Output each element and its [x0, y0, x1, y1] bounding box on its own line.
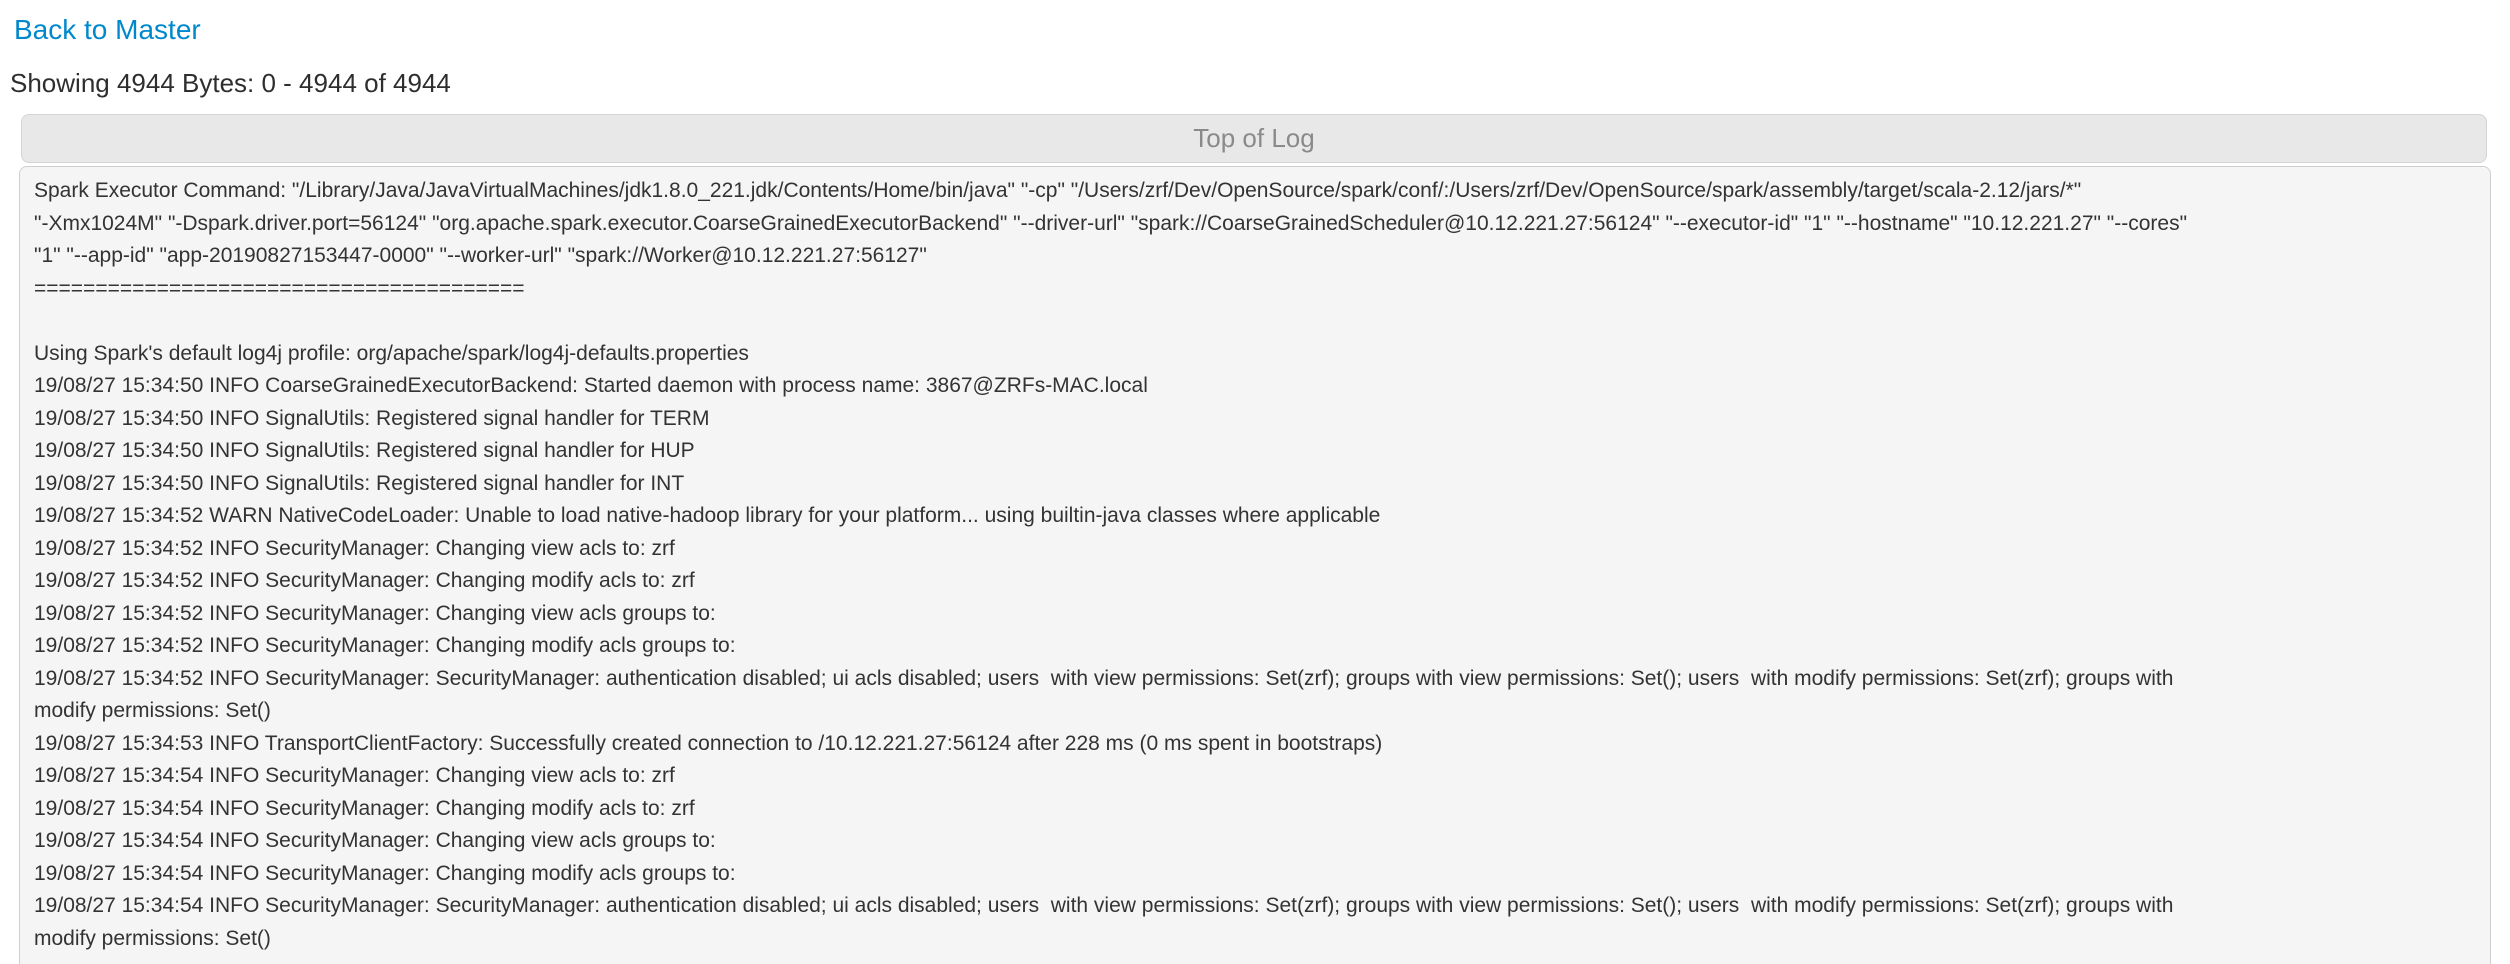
- log-line: 19/08/27 15:34:52 INFO SecurityManager: Changing modify acls to: zrf: [34, 569, 695, 592]
- log-line: 19/08/27 15:34:50 INFO CoarseGrainedExecutorBackend: Started daemon with process name: 3867@ZRFs-MAC.local: [34, 374, 1148, 397]
- log-line: 19/08/27 15:34:52 INFO SecurityManager: Changing modify acls groups to:: [34, 634, 736, 657]
- log-line: 19/08/27 15:34:54 INFO SecurityManager: Changing modify acls to: zrf: [34, 796, 695, 820]
- log-text: [34, 175, 2476, 955]
- log-line: Using Spark's default log4j profile: org/apache/spark/log4j-defaults.properties: [34, 341, 749, 365]
- log-line: 19/08/27 15:34:52 INFO SecurityManager: SecurityManager: authentication disabled; ui acls disabled; users with view permissions: Set(zrf); groups with view permissions: Set(); users with modify permissions: Set(zrf); groups with: [34, 666, 2174, 690]
- log-line: 19/08/27 15:34:52 INFO SecurityManager: Changing view acls to: zrf: [34, 536, 675, 560]
- log-line: 19/08/27 15:34:52 INFO SecurityManager: Changing view acls groups to:: [34, 601, 716, 625]
- log-line: Spark Executor Command: "/Library/Java/JavaVirtualMachines/jdk1.8.0_221.jdk/Contents/Home/bin/java" "-cp" "/Users/zrf/Dev/OpenSource/spark/conf/:/Users/zrf/Dev/OpenSource/spark/assembly/target/scala-2.12/jars/*": [34, 179, 2082, 202]
- log-line: 19/08/27 15:34:54 INFO SecurityManager: Changing view acls groups to:: [34, 829, 716, 852]
- log-line: 19/08/27 15:34:50 INFO SignalUtils: Registered signal handler for TERM: [34, 406, 710, 430]
- log-line: 19/08/27 15:34:54 INFO SecurityManager: Changing modify acls groups to:: [34, 861, 736, 885]
- log-line: "1" "--app-id" "app-20190827153447-0000" "--worker-url" "spark://Worker@10.12.221.27:56127": [34, 244, 927, 267]
- log-line: 19/08/27 15:34:52 WARN NativeCodeLoader: Unable to load native-hadoop library for your platform... using builtin-java classes where applicable: [34, 504, 1381, 527]
- log-line: 19/08/27 15:34:53 INFO TransportClientFactory: Successfully created connection to /10.12.221.27:56124 after 228 ms (0 ms spent in bootstraps): [34, 731, 1383, 755]
- log-line: "-Xmx1024M" "-Dspark.driver.port=56124" "org.apache.spark.executor.CoarseGrainedExecutorBackend" "--driver-url" "spark://CoarseGrainedScheduler@10.12.221.27:56124" "--executor-id" "1" "--hostname" "10.12.221.27" "--cores": [34, 211, 2188, 235]
- log-line: 19/08/27 15:34:50 INFO SignalUtils: Registered signal handler for HUP: [34, 439, 695, 462]
- log-line: 19/08/27 15:34:50 INFO SignalUtils: Registered signal handler for INT: [34, 471, 685, 495]
- log-line: modify permissions: Set(): [34, 699, 271, 722]
- back-to-master-link[interactable]: Back to Master: [14, 14, 201, 45]
- log-line: 19/08/27 15:34:54 INFO SecurityManager: SecurityManager: authentication disabled; ui acls disabled; users with view permissions: Set(zrf); groups with view permissions: Set(); users with modify permissions: Set(zrf); groups with: [34, 894, 2174, 917]
- log-line: ========================================: [34, 276, 525, 300]
- log-line: modify permissions: Set(): [34, 926, 271, 950]
- log-content-box[interactable]: [19, 166, 2491, 964]
- byte-range-info: Showing 4944 Bytes: 0 - 4944 of 4944: [10, 68, 451, 98]
- top-of-log-button[interactable]: Top of Log: [21, 114, 2487, 163]
- log-line: [34, 305, 2476, 338]
- log-line: 19/08/27 15:34:54 INFO SecurityManager: Changing view acls to: zrf: [34, 764, 675, 787]
